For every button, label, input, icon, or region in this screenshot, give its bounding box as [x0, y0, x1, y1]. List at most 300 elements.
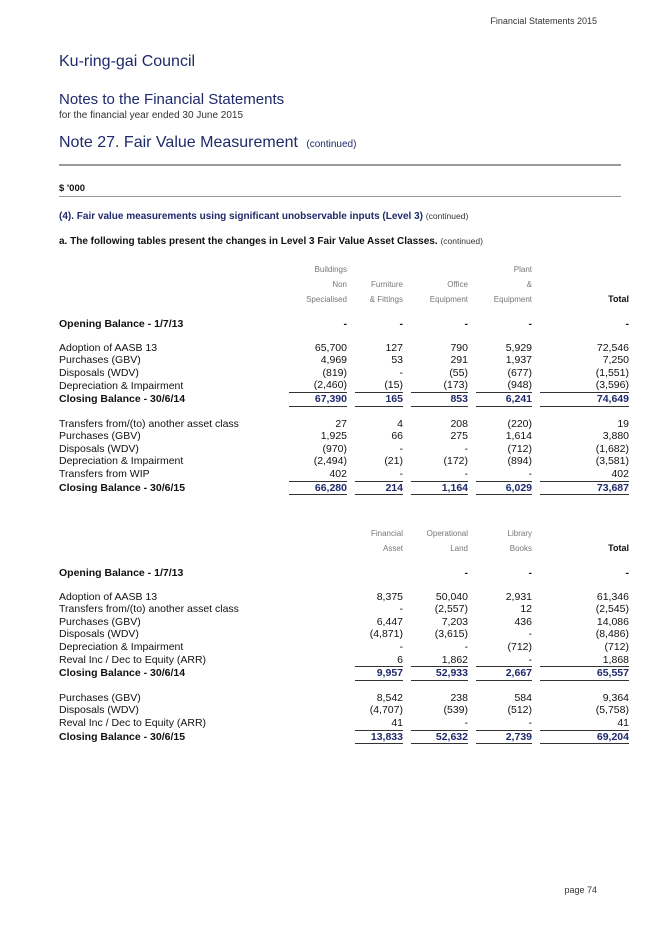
table-row — [59, 443, 629, 456]
cell-spacer — [532, 567, 540, 580]
cell-value: (712) — [604, 640, 629, 653]
column-header: Non — [332, 280, 347, 289]
cell-value: 52,632 — [411, 730, 468, 744]
cell-value: - — [464, 716, 468, 729]
cell-spacer — [403, 455, 411, 468]
cell-spacer — [347, 692, 355, 705]
row-label: Disposals (WDV) — [59, 628, 139, 641]
cell-value: - — [464, 640, 468, 653]
column-spacer — [532, 292, 540, 307]
cell-value: (539) — [443, 704, 468, 717]
row-gap — [59, 580, 629, 591]
cell-value: (894) — [507, 455, 532, 468]
cell-value: 2,739 — [476, 730, 532, 744]
column-header — [289, 541, 347, 556]
cell-spacer — [403, 418, 411, 431]
cell-spacer — [532, 692, 540, 705]
cell-spacer — [347, 379, 355, 392]
cell-spacer — [468, 430, 476, 443]
table-row — [59, 318, 629, 331]
cell-spacer — [347, 730, 355, 744]
cell-value: 5,929 — [505, 341, 532, 354]
cell-spacer — [532, 628, 540, 641]
row-label: Transfers from/(to) another asset class — [59, 417, 239, 430]
cell-spacer — [403, 481, 411, 495]
cell-spacer — [403, 379, 411, 392]
cell-spacer — [403, 628, 411, 641]
cell-spacer — [532, 468, 540, 481]
row-label: Transfers from WIP — [59, 468, 150, 481]
cell-value: - — [399, 366, 403, 379]
row-label: Depreciation & Impairment — [59, 455, 184, 468]
column-spacer — [347, 526, 355, 541]
cell-value: 275 — [450, 430, 468, 443]
cell-spacer — [403, 730, 411, 744]
cell-value: 1,862 — [441, 653, 468, 666]
row-label: Opening Balance - 1/7/13 — [59, 567, 184, 579]
column-spacer — [468, 526, 476, 541]
table-row — [59, 367, 629, 380]
cell-value: 52,933 — [411, 667, 468, 681]
cell-spacer — [532, 704, 540, 717]
cell-value: 208 — [450, 417, 468, 430]
cell-value — [289, 692, 347, 705]
cell-value: 6,029 — [476, 481, 532, 495]
column-spacer — [532, 277, 540, 292]
cell-value: 66,280 — [289, 481, 347, 495]
cell-spacer — [532, 730, 540, 744]
cell-spacer — [347, 654, 355, 667]
cell-spacer — [532, 367, 540, 380]
cell-spacer — [532, 430, 540, 443]
header-spacer — [59, 526, 289, 541]
cell-value: 66 — [391, 430, 403, 443]
cell-value: (712) — [507, 442, 532, 455]
cell-spacer — [532, 641, 540, 654]
cell-spacer — [347, 641, 355, 654]
cell-spacer — [468, 654, 476, 667]
divider — [59, 196, 621, 197]
column-header: Total — [608, 294, 629, 304]
cell-value — [289, 591, 347, 604]
column-header: & — [526, 280, 532, 289]
cell-value: 4 — [397, 417, 403, 430]
cell-value: - — [399, 467, 403, 480]
cell-spacer — [468, 367, 476, 380]
table-header-row — [59, 292, 629, 307]
header-spacer — [59, 292, 289, 307]
note-title-suffix: (continued) — [306, 139, 357, 150]
cell-value: (15) — [384, 379, 403, 392]
cell-spacer — [403, 468, 411, 481]
cell-spacer — [347, 667, 355, 681]
row-label: Depreciation & Impairment — [59, 379, 184, 392]
column-header — [355, 262, 403, 277]
column-spacer — [347, 541, 355, 556]
note-title — [59, 134, 356, 152]
cell-value: (1,551) — [595, 366, 629, 379]
cell-spacer — [468, 481, 476, 495]
cell-spacer — [403, 667, 411, 681]
column-spacer — [468, 292, 476, 307]
cell-value: 13,833 — [355, 730, 403, 744]
cell-spacer — [347, 418, 355, 431]
cell-value: 27 — [335, 417, 347, 430]
closing-balance-row — [59, 667, 629, 681]
cell-spacer — [468, 628, 476, 641]
cell-value: 14,086 — [596, 615, 629, 628]
cell-spacer — [347, 481, 355, 495]
row-label: Closing Balance - 30/6/14 — [59, 667, 186, 680]
cell-spacer — [403, 641, 411, 654]
document-header-title: Financial Statements 2015 — [490, 16, 597, 26]
cell-value: 1,925 — [320, 430, 347, 443]
cell-value: (5,758) — [595, 704, 629, 717]
cell-spacer — [532, 392, 540, 406]
fair-value-table-1 — [59, 262, 629, 495]
row-label: Reval Inc / Dec to Equity (ARR) — [59, 717, 207, 730]
column-spacer — [403, 541, 411, 556]
cell-value: 238 — [450, 691, 468, 704]
table-row — [59, 641, 629, 654]
row-label: Closing Balance - 30/6/14 — [59, 392, 186, 405]
column-header: Total — [608, 543, 629, 553]
notes-title: Notes to the Financial Statements — [59, 91, 285, 108]
cell-spacer — [403, 567, 411, 580]
column-spacer — [532, 526, 540, 541]
column-header — [540, 526, 629, 541]
cell-spacer — [403, 591, 411, 604]
row-label: Purchases (GBV) — [59, 615, 141, 628]
cell-spacer — [403, 704, 411, 717]
cell-value: 6,447 — [376, 615, 403, 628]
cell-value: 1,868 — [602, 653, 629, 666]
cell-value: - — [625, 318, 629, 330]
column-spacer — [347, 292, 355, 307]
cell-spacer — [347, 430, 355, 443]
cell-value — [355, 567, 403, 580]
cell-value: - — [399, 442, 403, 455]
cell-value — [289, 704, 347, 717]
column-spacer — [347, 277, 355, 292]
table-row — [59, 603, 629, 616]
table-row — [59, 692, 629, 705]
cell-value: 65,700 — [314, 341, 347, 354]
cell-value: - — [464, 567, 468, 579]
cell-spacer — [403, 392, 411, 406]
table-row — [59, 379, 629, 392]
cell-value — [289, 616, 347, 629]
cell-spacer — [468, 567, 476, 580]
cell-value: 65,557 — [540, 667, 629, 681]
table-intro-text: a. The following tables present the changes in Level 3 Fair Value Asset Classes. — [59, 236, 438, 247]
cell-spacer — [403, 603, 411, 616]
column-spacer — [347, 262, 355, 277]
row-label: Disposals (WDV) — [59, 366, 139, 379]
cell-value: 74,649 — [540, 392, 629, 406]
column-header — [411, 262, 468, 277]
cell-value: - — [528, 716, 532, 729]
column-header: Plant — [513, 265, 532, 274]
table-header-row — [59, 541, 629, 556]
cell-value: - — [528, 628, 532, 641]
header-spacer — [59, 277, 289, 292]
cell-spacer — [347, 603, 355, 616]
period-subtitle: for the financial year ended 30 June 2015 — [59, 110, 244, 121]
row-label: Adoption of AASB 13 — [59, 590, 158, 603]
cell-value: (512) — [507, 704, 532, 717]
cell-spacer — [347, 392, 355, 406]
cell-spacer — [347, 704, 355, 717]
cell-spacer — [532, 418, 540, 431]
table-row — [59, 354, 629, 367]
row-gap — [59, 331, 629, 342]
table-row — [59, 717, 629, 730]
cell-value: 7,250 — [602, 354, 629, 367]
cell-value — [289, 641, 347, 654]
cell-spacer — [347, 717, 355, 730]
cell-value — [289, 730, 347, 744]
cell-spacer — [347, 616, 355, 629]
column-header: Asset — [382, 544, 403, 553]
cell-value: (948) — [507, 379, 532, 392]
cell-spacer — [347, 468, 355, 481]
cell-spacer — [532, 667, 540, 681]
row-label: Purchases (GBV) — [59, 354, 141, 367]
cell-value: 69,204 — [540, 730, 629, 744]
closing-balance-row — [59, 481, 629, 495]
table-row — [59, 455, 629, 468]
fair-value-table-2 — [59, 526, 629, 744]
cell-value: 584 — [514, 691, 532, 704]
cell-spacer — [532, 342, 540, 355]
cell-value: (970) — [322, 442, 347, 455]
cell-value: (2,494) — [313, 455, 347, 468]
cell-value — [289, 667, 347, 681]
cell-value: 2,931 — [505, 590, 532, 603]
cell-value: 6,241 — [476, 392, 532, 406]
column-header: Land — [450, 544, 468, 553]
column-spacer — [468, 541, 476, 556]
cell-spacer — [468, 418, 476, 431]
cell-value: 9,957 — [355, 667, 403, 681]
cell-value: 1,937 — [505, 354, 532, 367]
table-row — [59, 628, 629, 641]
cell-spacer — [532, 379, 540, 392]
cell-spacer — [468, 379, 476, 392]
cell-spacer — [347, 591, 355, 604]
council-name: Ku-ring-gai Council — [59, 53, 196, 70]
row-label: Purchases (GBV) — [59, 691, 141, 704]
cell-value: 291 — [450, 354, 468, 367]
cell-value: (172) — [443, 455, 468, 468]
cell-spacer — [468, 468, 476, 481]
cell-value: 402 — [329, 467, 347, 480]
cell-value: (220) — [507, 417, 532, 430]
row-label: Adoption of AASB 13 — [59, 341, 158, 354]
table-row — [59, 654, 629, 667]
cell-value: 4,969 — [320, 354, 347, 367]
table-intro — [59, 236, 483, 247]
row-label: Disposals (WDV) — [59, 704, 139, 717]
cell-spacer — [403, 717, 411, 730]
cell-spacer — [403, 354, 411, 367]
cell-spacer — [468, 455, 476, 468]
column-header: Specialised — [306, 295, 347, 304]
column-spacer — [403, 292, 411, 307]
cell-value: (1,682) — [595, 442, 629, 455]
cell-value: 67,390 — [289, 392, 347, 406]
table-header-row — [59, 262, 629, 277]
cell-spacer — [532, 455, 540, 468]
cell-spacer — [403, 318, 411, 331]
cell-value: (173) — [443, 379, 468, 392]
cell-value: - — [625, 567, 629, 579]
cell-spacer — [532, 717, 540, 730]
cell-spacer — [468, 692, 476, 705]
cell-value: - — [343, 318, 347, 330]
table-row — [59, 430, 629, 443]
page-number: page 74 — [564, 885, 597, 895]
cell-value: 73,687 — [540, 481, 629, 495]
cell-value: 402 — [611, 467, 629, 480]
unit-label: $ '000 — [59, 183, 86, 194]
cell-value: 214 — [355, 481, 403, 495]
cell-value: 127 — [385, 341, 403, 354]
cell-value — [289, 654, 347, 667]
cell-spacer — [532, 318, 540, 331]
row-label: Depreciation & Impairment — [59, 640, 184, 653]
column-header: Office — [447, 280, 468, 289]
cell-spacer — [403, 430, 411, 443]
cell-value: - — [528, 318, 532, 330]
column-header: Furniture — [370, 280, 403, 289]
cell-value: (2,557) — [434, 603, 468, 616]
cell-value: 1,614 — [505, 430, 532, 443]
column-spacer — [403, 526, 411, 541]
cell-spacer — [468, 704, 476, 717]
row-gap — [59, 680, 629, 692]
row-gap — [59, 307, 629, 318]
cell-spacer — [468, 667, 476, 681]
cell-spacer — [532, 481, 540, 495]
cell-value — [289, 717, 347, 730]
cell-spacer — [532, 654, 540, 667]
cell-value: - — [464, 442, 468, 455]
cell-spacer — [468, 318, 476, 331]
cell-spacer — [403, 443, 411, 456]
section-heading — [59, 211, 468, 222]
note-title-text: Note 27. Fair Value Measurement — [59, 134, 298, 151]
cell-value: (712) — [507, 640, 532, 653]
column-header — [289, 526, 347, 541]
column-header: Operational — [426, 529, 468, 538]
cell-spacer — [532, 354, 540, 367]
table-header-row — [59, 526, 629, 541]
cell-spacer — [532, 591, 540, 604]
table-row — [59, 616, 629, 629]
column-spacer — [532, 262, 540, 277]
cell-value: 72,546 — [596, 341, 629, 354]
cell-spacer — [347, 354, 355, 367]
cell-value: (3,615) — [434, 628, 468, 641]
cell-spacer — [347, 367, 355, 380]
cell-value: 165 — [355, 392, 403, 406]
closing-balance-row — [59, 392, 629, 406]
cell-value: (8,486) — [595, 628, 629, 641]
column-header — [540, 262, 629, 277]
cell-value: (21) — [384, 455, 403, 468]
cell-value: 8,375 — [376, 590, 403, 603]
cell-value: 3,880 — [602, 430, 629, 443]
cell-value: 7,203 — [441, 615, 468, 628]
cell-value: (819) — [322, 366, 347, 379]
row-label: Purchases (GBV) — [59, 430, 141, 443]
column-spacer — [532, 541, 540, 556]
cell-value: (2,460) — [313, 379, 347, 392]
row-label: Closing Balance - 30/6/15 — [59, 730, 186, 743]
table-header-row — [59, 277, 629, 292]
cell-spacer — [403, 342, 411, 355]
cell-spacer — [532, 603, 540, 616]
cell-value: 2,667 — [476, 667, 532, 681]
cell-value: (4,871) — [369, 628, 403, 641]
cell-value: 1,164 — [411, 481, 468, 495]
cell-spacer — [403, 367, 411, 380]
row-label: Opening Balance - 1/7/13 — [59, 318, 184, 330]
row-label: Reval Inc / Dec to Equity (ARR) — [59, 653, 207, 666]
cell-spacer — [532, 616, 540, 629]
cell-spacer — [347, 443, 355, 456]
section-heading-suffix: (continued) — [425, 211, 469, 221]
column-header: Buildings — [314, 265, 347, 274]
divider — [59, 164, 621, 166]
column-spacer — [403, 262, 411, 277]
cell-value: - — [528, 567, 532, 579]
column-header: Equipment — [429, 295, 468, 304]
cell-spacer — [347, 455, 355, 468]
table-row — [59, 704, 629, 717]
table-row — [59, 567, 629, 580]
column-spacer — [468, 262, 476, 277]
header-spacer — [59, 262, 289, 277]
cell-value: (2,545) — [595, 603, 629, 616]
cell-value: - — [399, 318, 403, 330]
cell-value: (677) — [507, 366, 532, 379]
cell-spacer — [403, 616, 411, 629]
cell-spacer — [347, 628, 355, 641]
closing-balance-row — [59, 730, 629, 744]
cell-value — [289, 567, 347, 580]
cell-value: (3,581) — [595, 455, 629, 468]
cell-spacer — [347, 567, 355, 580]
row-label: Closing Balance - 30/6/15 — [59, 481, 186, 494]
column-header: Financial — [370, 529, 403, 538]
table-row — [59, 342, 629, 355]
cell-value: 41 — [391, 716, 403, 729]
column-header — [540, 277, 629, 292]
section-heading-text: (4). Fair value measurements using significant unobservable inputs (Level 3) — [59, 211, 423, 222]
column-header: & Fittings — [369, 295, 403, 304]
cell-value: 9,364 — [602, 691, 629, 704]
row-gap — [59, 556, 629, 567]
table-row — [59, 418, 629, 431]
cell-spacer — [468, 641, 476, 654]
column-header: Books — [509, 544, 532, 553]
cell-value: 6 — [397, 653, 403, 666]
table-intro-suffix: (continued) — [440, 236, 483, 246]
cell-value: (3,596) — [595, 379, 629, 392]
